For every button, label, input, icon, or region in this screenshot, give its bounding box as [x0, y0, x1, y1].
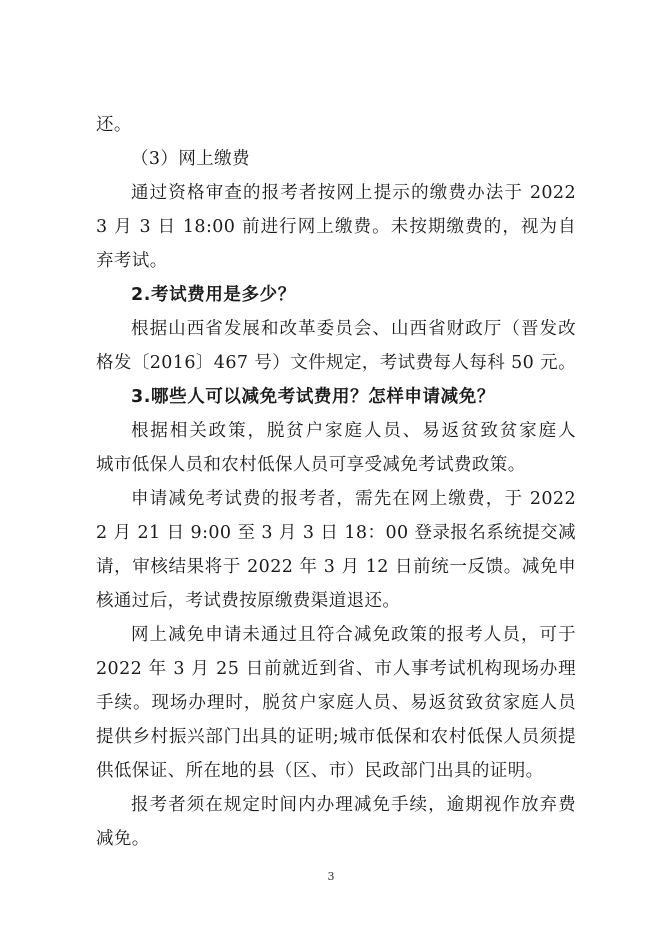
text-line: 报考者须在规定时间内办理减免手续，逾期视作放弃费 [131, 795, 576, 815]
text-line: 通过资格审查的报考者按网上提示的缴费办法于 2022 [131, 183, 576, 203]
text-line: 还。 [96, 115, 132, 135]
text-line: 2 月 21 日 9:00 至 3 月 3 日 18：00 登录报名系统提交减 [96, 523, 576, 543]
text-line: 弃考试。 [96, 251, 168, 271]
text-line: 减免。 [96, 829, 150, 849]
text-line: 核通过后，考试费按原缴费渠道退还。 [96, 591, 401, 611]
text-line: 供低保证、所在地的县（区、市）民政部门出具的证明。 [96, 761, 544, 781]
section-heading-exam-fee: 2.考试费用是多少？ [131, 285, 296, 305]
text-line: 2022 年 3 月 25 日前就近到省、市人事考试机构现场办理 [96, 659, 576, 679]
text-line: 格发〔2016〕467 号）文件规定，考试费每人每科 50 元。 [96, 353, 576, 373]
text-line: 3 月 3 日 18:00 前进行网上缴费。未按期缴费的，视为自 [96, 217, 576, 237]
text-line: 网上减免申请未通过且符合减免政策的报考人员，可于 [131, 625, 576, 645]
text-line: 根据相关政策，脱贫户家庭人员、易返贫致贫家庭人 [131, 421, 576, 441]
page-number: 3 [327, 870, 335, 883]
text-line: 提供乡村振兴部门出具的证明;城市低保和农村低保人员须提 [96, 727, 576, 747]
text-line: 城市低保人员和农村低保人员可享受减免考试费政策。 [96, 455, 526, 475]
section-heading-fee-reduction: 3.哪些人可以减免考试费用？怎样申请减免？ [131, 387, 495, 407]
text-line: 请，审核结果将于 2022 年 3 月 12 日前统一反馈。减免申 [96, 557, 576, 577]
subheading-online-payment: （3）网上缴费 [131, 149, 250, 169]
text-line: 申请减免考试费的报考者，需先在网上缴费，于 2022 [131, 489, 576, 509]
text-line: 根据山西省发展和改革委员会、山西省财政厅（晋发改 [131, 319, 576, 339]
text-line: 手续。现场办理时，脱贫户家庭人员、易返贫致贫家庭人员 [96, 693, 576, 713]
